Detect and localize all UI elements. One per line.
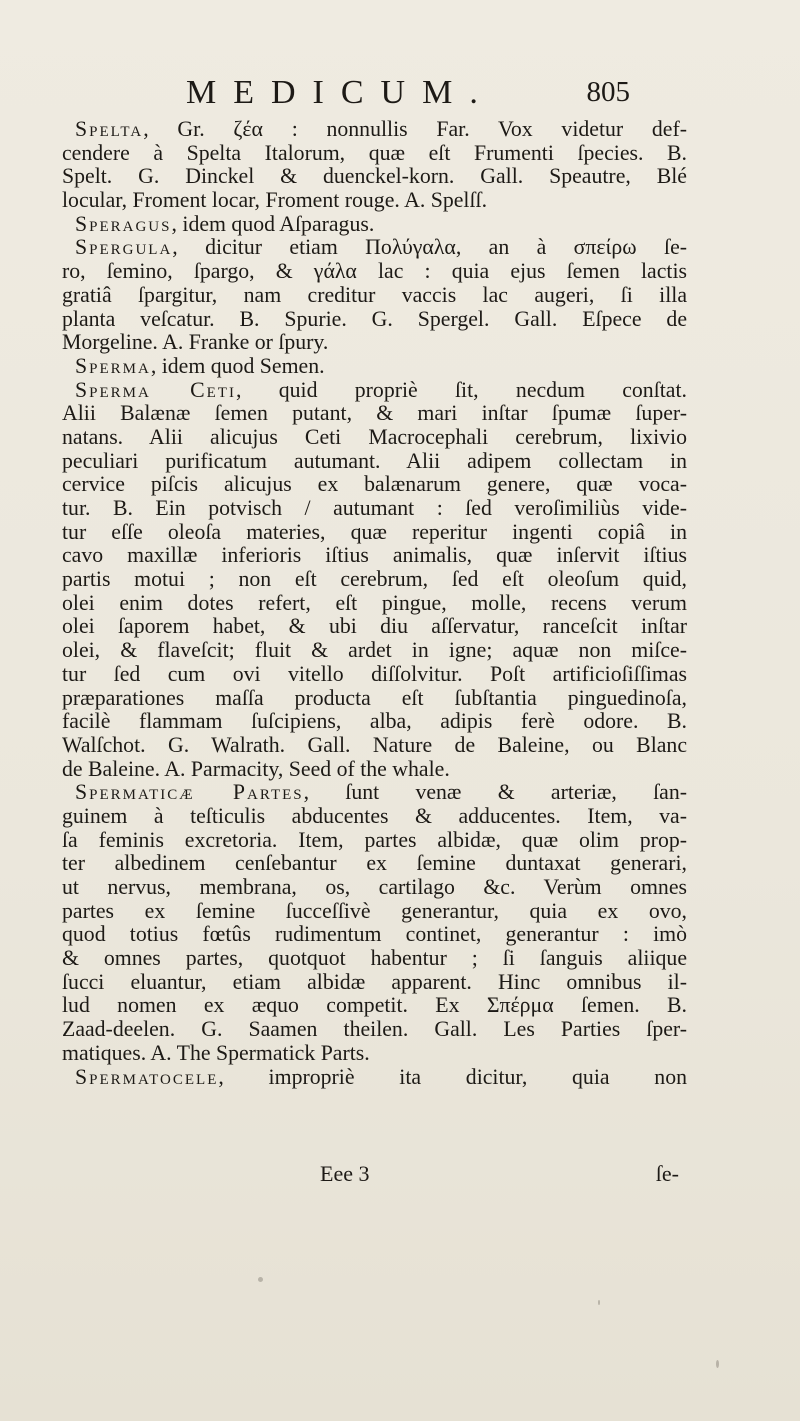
entry-text: , dicitur etiam Πολύγαλα, an à σπείρω ſe-	[172, 235, 687, 260]
catchword: ſe-	[655, 1161, 679, 1186]
entry-headword: Spergula	[75, 235, 173, 260]
text-line: ro, ſemino, ſpargo, & γάλα lac : quia ejus ſemen lactis	[62, 259, 687, 284]
signature-mark: Eee 3	[320, 1161, 370, 1186]
text-line: cendere à Spelta Italorum, quæ eſt Frumenti ſpecies. B.	[62, 140, 687, 165]
page-header	[0, 74, 800, 114]
entry-line	[62, 1066, 687, 1090]
text-line: olei, & flaveſcit; fluit & ardet in igne; aquæ non miſce-	[62, 638, 687, 663]
text-line: olei enim dotes refert, eſt pingue, molle, recens verum	[62, 590, 687, 615]
text-line: cavo maxillæ inferioris iſtius animalis, quæ inſervit iſtius	[62, 543, 687, 568]
entry-headword: Spermaticæ Partes	[75, 780, 304, 805]
text-line: Spelt. G. Dinckel & duenckel-korn. Gall. Speautre, Blé	[62, 164, 687, 189]
text-line: partes ex ſemine ſucceſſivè generantur, quia ex ovo,	[62, 898, 687, 923]
text-line: de Baleine. A. Parmacity, Seed of the whale.	[62, 756, 450, 781]
text-line: præparationes maſſa producta eſt ſubſtantia pinguedinoſa,	[62, 685, 687, 710]
entry-headword: Spermatocele	[75, 1064, 219, 1089]
text-line: ut nervus, membrana, os, cartilago &c. Verùm omnes	[62, 875, 687, 899]
entry-headword: Spelta	[75, 117, 144, 141]
ink-speck	[258, 1277, 263, 1282]
entry-line	[62, 236, 687, 260]
entry-headword: Sperma Ceti	[75, 377, 236, 402]
entry-line	[62, 781, 687, 805]
text-line: peculiari purificatum autumant. Alii adipem collectam in	[62, 448, 687, 473]
entry-text: , impropriè ita dicitur, quia non	[218, 1064, 687, 1089]
text-line: ter albedinem cenſebantur ex ſemine duntaxat generari,	[62, 851, 687, 876]
text-line: tur eſſe oleoſa materies, quæ reperitur ingenti copiâ in	[62, 519, 687, 544]
text-line: Walſchot. G. Walrath. Gall. Nature de Baleine, ou Blanc	[62, 732, 687, 757]
page-number: 805	[586, 76, 630, 108]
entry-line	[62, 213, 687, 237]
entry-headword: Sperma	[75, 353, 151, 378]
entry-text: , ſunt venæ & arteriæ, ſan-	[303, 780, 687, 805]
entry-line	[62, 355, 687, 379]
text-line: gratiâ ſpargitur, nam creditur vaccis lac augeri, ſi illa	[62, 282, 687, 307]
entry-text: , quid propriè ſit, necdum conſtat.	[235, 377, 687, 402]
text-line: matiques. A. The Spermatick Parts.	[62, 1040, 370, 1065]
text-line: locular, Froment locar, Froment rouge. A. Spelſſ.	[62, 188, 488, 213]
text-line: tur ſed cum ovi vitello diſſolvitur. Poſt artificioſiſſimas	[62, 661, 687, 686]
text-line: partis motui ; non eſt cerebrum, ſed eſt oleoſum quid,	[62, 567, 687, 592]
entry-line	[62, 118, 687, 142]
page-footer	[62, 1161, 687, 1185]
text-line: olei ſaporem habet, & ubi diu aſſervatur, ranceſcit inſtar	[62, 614, 687, 639]
running-head: MEDICUM.	[186, 74, 495, 111]
entry-text: , Gr. ζέα : nonnullis Far. Vox videtur def-	[143, 117, 687, 141]
text-line: quod totius fœtûs rudimentum continet, generantur : imò	[62, 922, 687, 947]
text-line: facilè flammam ſuſcipiens, alba, adipis ferè odore. B.	[62, 709, 687, 734]
text-line: planta veſcatur. B. Spurie. G. Spergel. Gall. Eſpece de	[62, 306, 687, 331]
text-line: ſa feminis excretoria. Item, partes albidæ, quæ olim prop-	[62, 827, 687, 852]
text-line: ſucci eluantur, etiam albidæ apparent. Hinc omnibus il-	[62, 969, 687, 994]
ink-speck	[716, 1360, 719, 1368]
text-line: Zaad-deelen. G. Saamen theilen. Gall. Les Parties ſper-	[62, 1017, 687, 1042]
text-line: cervice piſcis alicujus ex balænarum genere, quæ voca-	[62, 472, 687, 497]
text-line: guinem à teſticulis abducentes & adducentes. Item, va-	[62, 803, 687, 828]
text-line: & omnes partes, quotquot habentur ; ſi ſanguis aliique	[62, 946, 687, 971]
text-line: tur. B. Ein potvisch / autumant : ſed veroſimiliùs vide-	[62, 496, 687, 520]
text-line: Alii Balænæ ſemen putant, & mari inſtar ſpumæ ſuper-	[62, 401, 687, 426]
text-line: Morgeline. A. Franke or ſpury.	[62, 330, 329, 355]
ink-speck	[598, 1300, 600, 1305]
entry-text: , idem quod Semen.	[150, 353, 325, 378]
text-line: lud nomen ex æquo competit. Ex Σπέρμα ſemen. B.	[62, 993, 687, 1018]
text-line: natans. Alii alicujus Ceti Macrocephali cerebrum, lixivio	[62, 424, 687, 449]
entry-text: , idem quod Aſparagus.	[171, 211, 375, 236]
dictionary-entries	[62, 118, 687, 1089]
entry-headword: Speragus	[75, 211, 172, 236]
entry-line	[62, 379, 687, 403]
